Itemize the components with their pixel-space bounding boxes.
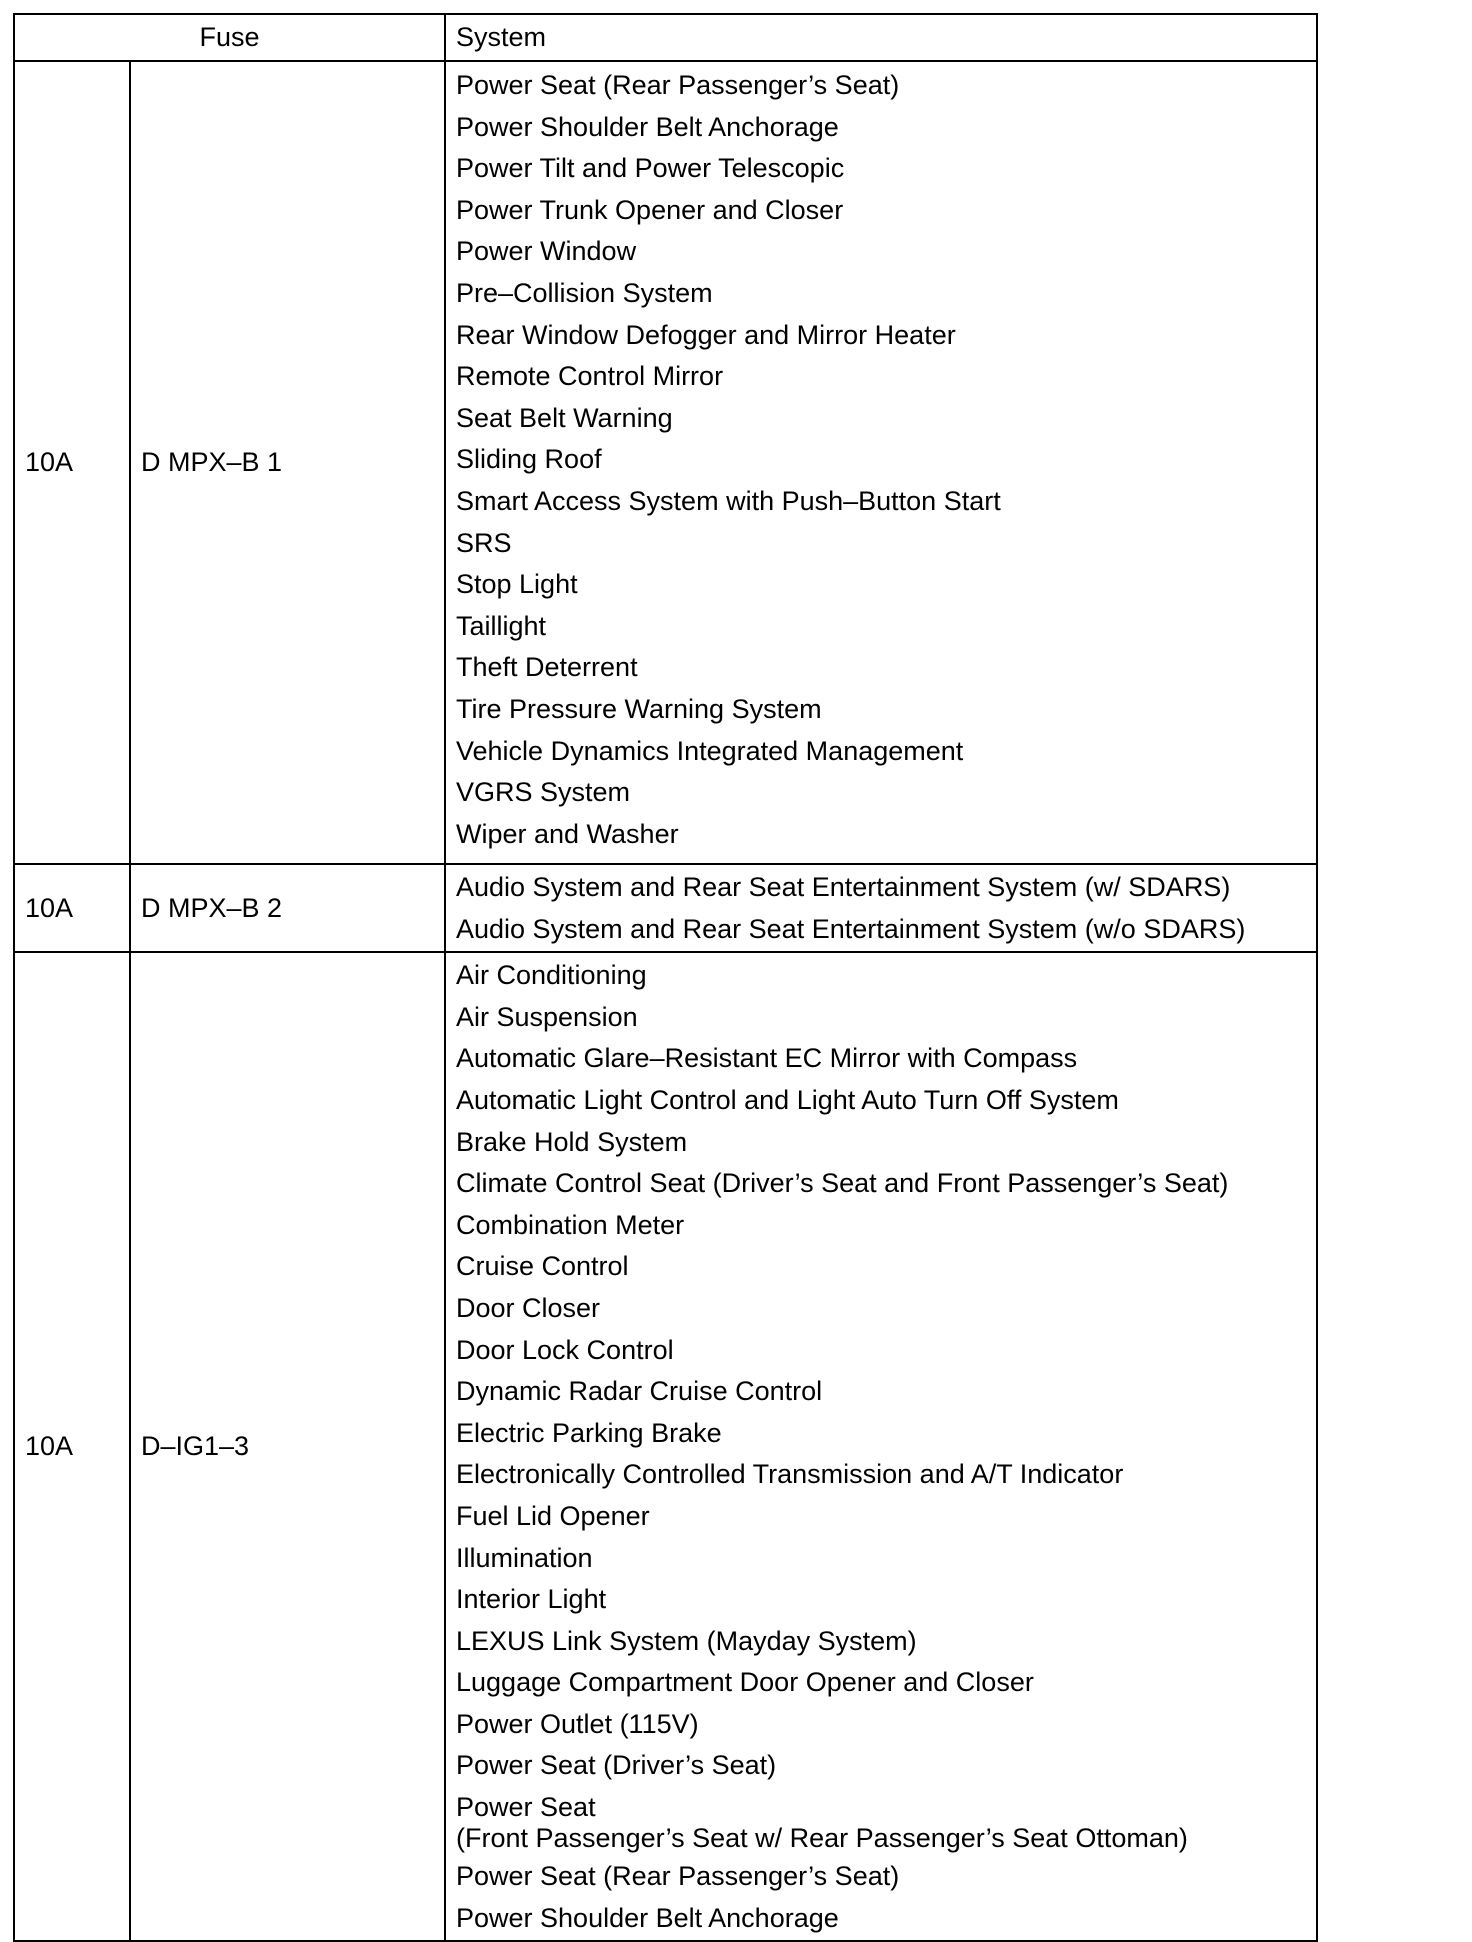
system-item: Taillight (456, 610, 547, 641)
fuse-system-table (13, 13, 1318, 1942)
system-item: Power Seat (Rear Passenger’s Seat) (456, 1861, 900, 1892)
system-item: Air Suspension (456, 1001, 638, 1032)
system-item: Power Seat (Front Passenger’s Seat w/ Rear Passenger’s Seat Ottoman) (456, 1792, 1188, 1854)
fuse-name: D–IG1–3 (130, 952, 445, 1941)
fuse-amperage: 10A (14, 61, 130, 864)
system-item: Power Shoulder Belt Anchorage (456, 111, 839, 142)
system-item: Wiper and Washer (456, 818, 679, 849)
system-item: Vehicle Dynamics Integrated Management (456, 735, 964, 766)
system-item: Climate Control Seat (Driver’s Seat and Front Passenger’s Seat) (456, 1168, 1229, 1199)
system-list (445, 61, 1317, 864)
system-item: Smart Access System with Push–Button Start (456, 485, 1001, 516)
fuse-group (14, 61, 1317, 864)
system-item: Dynamic Radar Cruise Control (456, 1376, 823, 1407)
system-item: Seat Belt Warning (456, 402, 673, 433)
system-item: Power Seat (Driver’s Seat) (456, 1750, 777, 1781)
system-item: Electronically Controlled Transmission and A/T Indicator (456, 1459, 1124, 1490)
header-fuse: Fuse (14, 14, 445, 61)
system-item: Audio System and Rear Seat Entertainment System (w/o SDARS) (456, 913, 1246, 944)
system-item: Electric Parking Brake (456, 1417, 722, 1448)
system-item: Luggage Compartment Door Opener and Closer (456, 1667, 1034, 1698)
system-item: Cruise Control (456, 1251, 629, 1282)
table-row (14, 61, 1317, 864)
system-item: Theft Deterrent (456, 652, 638, 683)
system-list (445, 952, 1317, 1941)
table-row (14, 864, 1317, 952)
system-item: Brake Hold System (456, 1126, 688, 1157)
system-item: Remote Control Mirror (456, 361, 724, 392)
system-item: Power Shoulder Belt Anchorage (456, 1902, 839, 1933)
fuse-group (14, 952, 1317, 1941)
fuse-amperage: 10A (14, 864, 130, 952)
system-item: SRS (456, 527, 512, 558)
system-item: Sliding Roof (456, 444, 602, 475)
system-item: VGRS System (456, 777, 631, 808)
system-item: Automatic Light Control and Light Auto Turn Off System (456, 1084, 1119, 1115)
fuse-name: D MPX–B 1 (130, 61, 445, 864)
system-item: Power Outlet (115V) (456, 1708, 699, 1739)
fuse-amperage: 10A (14, 952, 130, 1941)
system-item: Power Trunk Opener and Closer (456, 194, 844, 225)
system-item: Power Tilt and Power Telescopic (456, 153, 845, 184)
fuse-group (14, 864, 1317, 952)
system-item: Rear Window Defogger and Mirror Heater (456, 319, 956, 350)
system-list (445, 864, 1317, 952)
system-item: Tire Pressure Warning System (456, 693, 822, 724)
system-item: Interior Light (456, 1584, 607, 1615)
fuse-name: D MPX–B 2 (130, 864, 445, 952)
system-item: Automatic Glare–Resistant EC Mirror with Compass (456, 1043, 1078, 1074)
system-item: Door Lock Control (456, 1334, 674, 1365)
system-item: Power Seat (Rear Passenger’s Seat) (456, 70, 900, 100)
system-item: Combination Meter (456, 1209, 685, 1240)
table-row (14, 952, 1317, 1941)
system-item: Pre–Collision System (456, 277, 713, 308)
system-item: Door Closer (456, 1292, 601, 1323)
table-header (14, 14, 1317, 61)
system-item: Audio System and Rear Seat Entertainment System (w/ SDARS) (456, 872, 1231, 902)
system-item: Illumination (456, 1542, 593, 1573)
system-item: Air Conditioning (456, 960, 647, 991)
system-item: Power Window (456, 236, 637, 267)
system-item: Stop Light (456, 569, 578, 600)
system-item: Fuel Lid Opener (456, 1500, 650, 1531)
system-item: LEXUS Link System (Mayday System) (456, 1625, 917, 1656)
header-system: System (445, 14, 1317, 61)
